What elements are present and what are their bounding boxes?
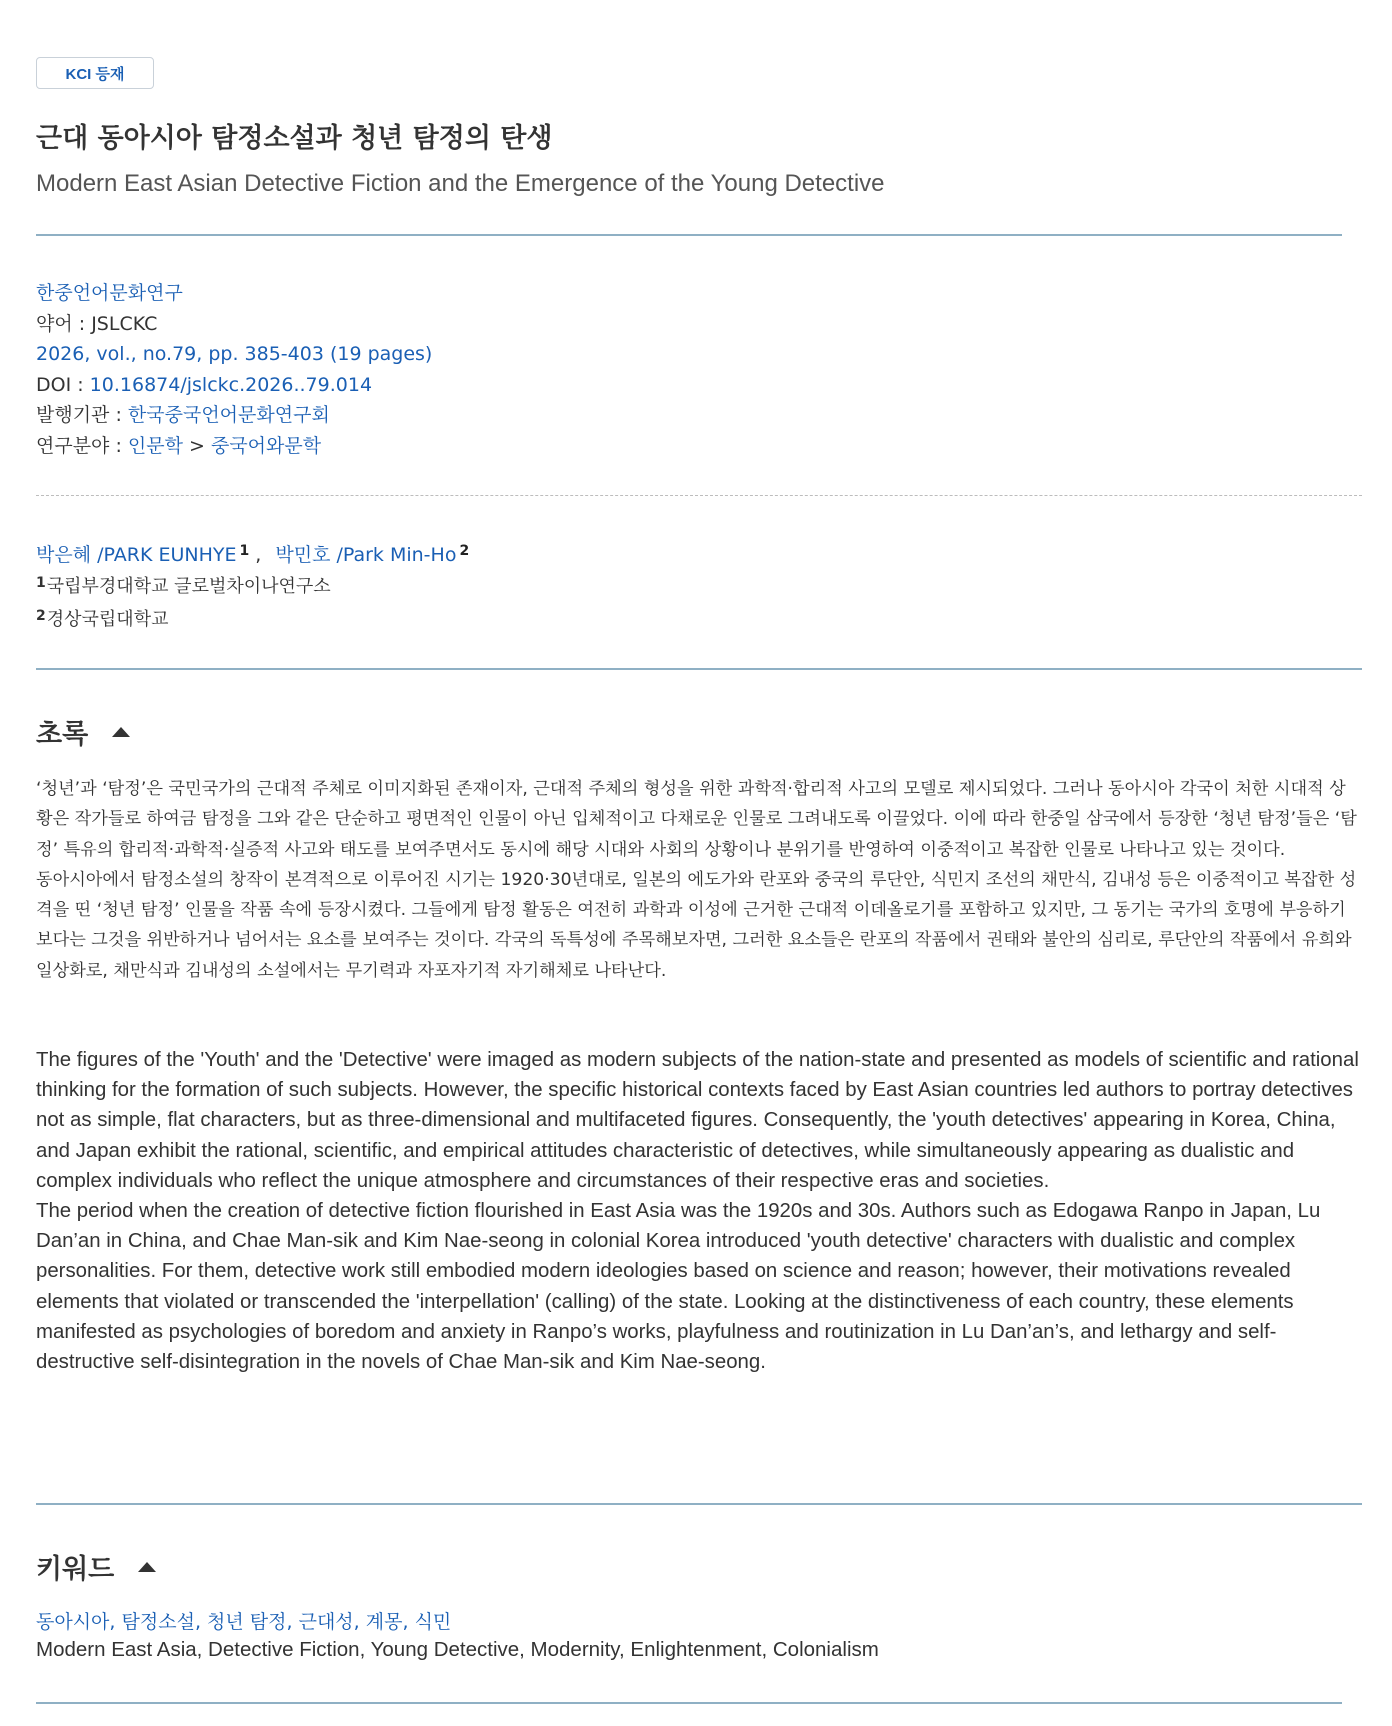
keywords-english: Modern East Asia, Detective Fiction, Young Detective, Modernity, Enlightenment, Colonialism [36,1638,879,1661]
abstract-toggle[interactable] [36,712,130,751]
abstract-en-paragraph-1: The figures of the 'Youth' and the 'Detective' were imaged as modern subjects of the nation-state and presented as models of scientific and rational thinking for the formation of such subjects. However, the specific historical contexts faced by East Asian countries led authors to portray detectives not as simple, flat characters, but as three-dimensional and multifaceted figures. Consequently, the 'youth detectives' appearing in Korea, China, and Japan exhibit the rational, scientific, and empirical attitudes characteristic of detectives, while simultaneously appearing as dualistic and complex individuals who reflect the unique atmosphere and circumstances of their respective eras and societies. [36,1049,1359,1192]
abstract-en-paragraph-2: The period when the creation of detective fiction flourished in East Asia was the 1920s and 30s. Authors such as Edogawa Ranpo in Japan, Lu Dan’an in China, and Chae Man-sik and Kim Nae-seong in colonial Korea introduced 'youth detective' characters with dualistic and complex personalities. For them, detective work still embodied modern ideologies based on science and reason; however, their motivations revealed elements that violated or transcended the 'interpellation' (calling) of the state. Looking at the distinctiveness of each country, these elements manifested as psychologies of boredom and anxiety in Ranpo’s works, playfulness and routinization in Lu Dan’an’s, and lethargy and self-destructive self-disintegration in the novels of Chae Man-sik and Kim Nae-seong. [36,1200,1321,1374]
keyword-link[interactable]: 청년 탐정 [207,1611,287,1633]
kci-badge: KCI 등재 [36,57,154,89]
field-main-link[interactable]: 인문학 [127,434,183,457]
article-title-korean: 근대 동아시아 탐정소설과 청년 탐정의 탄생 [36,123,553,154]
keywords-korean [36,1607,451,1634]
field-row [36,431,432,462]
abstract-heading: 초록 [36,719,89,750]
doi-label: DOI : [36,373,90,396]
meta-divider [36,495,1362,496]
doi-link[interactable]: 10.16874/jslckc.2026..79.014 [89,373,373,396]
keyword-separator: , [109,1611,122,1633]
affiliation-name-2: 경상국립대학교 [46,609,169,630]
affiliation-2 [36,605,168,631]
affiliation-name-1: 국립부경대학교 글로벌차이나연구소 [46,576,331,597]
keyword-link[interactable]: 계몽 [365,1611,403,1633]
article-title-english: Modern East Asian Detective Fiction and the Emergence of the Young Detective [36,170,885,197]
keyword-separator: , [402,1611,415,1633]
field-sub-link[interactable]: 중국어와문학 [210,434,322,457]
keywords-divider [36,1702,1342,1704]
abstract-english [36,1045,1362,1377]
publisher-row [36,400,432,431]
keyword-separator: , [286,1611,299,1633]
doi-row [36,370,432,401]
journal-meta [36,278,432,461]
affiliation-1 [36,572,331,598]
author-list [36,536,469,570]
collapse-caret-icon [138,1562,156,1572]
abstract-ko-paragraph-1: ‘청년’과 ‘탐정’은 국민국가의 근대적 주체로 이미지화된 존재이자, 근대적 주체의 형성을 위한 과학적·합리적 사고의 모델로 제시되었다. 그러나 동아시아 각국이 처한 시대적 상황은 작가들로 하여금 탐정을 그와 같은 단순하고 평면적인 인물이 아닌 입체적이고 다채로운 인물로 그려내도록 이끌었다. 이에 따라 한중일 삼국에서 등장한 ‘청년 탐정’들은 ‘탐정’ 특유의 합리적·과학적·실증적 사고와 태도를 보여주면서도 동시에 해당 시대와 사회의 상황이나 분위기를 반영하여 이중적이고 복잡한 인물로 나타나고 있는 것이다. [36,779,1357,860]
field-separator: > [182,434,211,457]
abstract-korean [36,774,1362,986]
author-link-2[interactable]: 박민호 /Park Min-Ho [275,544,457,566]
author-link-1[interactable]: 박은혜 /PARK EUNHYE [36,544,237,566]
journal-link[interactable]: 한중언어문화연구 [36,282,183,304]
author-separator: , [249,544,262,566]
keywords-toggle[interactable] [36,1547,156,1586]
field-label: 연구분야 : [36,434,128,457]
abstract-ko-paragraph-2: 동아시아에서 탐정소설의 창작이 본격적으로 이루어진 시기는 1920·30년대로, 일본의 에도가와 란포와 중국의 루단안, 식민지 조선의 채만식, 김내성 등은 이중적이고 복잡한 성격을 띤 ‘청년 탐정’ 인물을 작품 속에 등장시켰다. 그들에게 탐정 활동은 여전히 과학과 이성에 근거한 근대적 이데올로기를 포함하고 있지만, 그 동기는 국가의 호명에 부응하기보다는 그것을 위반하거나 넘어서는 요소를 보여주는 것이다. 각국의 독특성에 주목해보자면, 그러한 요소들은 란포의 작품에서 권태와 불안의 심리로, 루단안의 작품에서 유희와 일상화로, 채만식과 김내성의 소설에서는 무기력과 자포자기적 자기해체로 나타난다. [36,869,1357,981]
keyword-link[interactable]: 탐정소설 [121,1611,195,1633]
author-divider [36,668,1362,670]
collapse-caret-icon [112,727,130,737]
volume-link[interactable]: 2026, vol., no.79, pp. 385-403 (19 pages) [36,343,433,365]
title-divider [36,234,1342,236]
abbreviation-row [36,309,432,340]
author-affil-marker-2: 2 [459,543,470,559]
keyword-link[interactable]: 식민 [414,1611,452,1633]
affiliation-number-1: 1 [36,575,46,591]
abbreviation-value: JSLCKC [91,312,158,335]
keywords-heading: 키워드 [36,1554,115,1585]
publisher-link[interactable]: 한국중국언어문화연구회 [127,404,330,426]
keyword-separator: , [194,1611,208,1633]
affiliation-number-2: 2 [36,608,46,624]
abstract-divider [36,1503,1362,1505]
publisher-label: 발행기관 : [36,404,128,426]
abbreviation-label: 약어 : [36,312,92,335]
keyword-separator: , [353,1611,366,1633]
author-affil-marker-1: 1 [239,543,250,559]
keyword-link[interactable]: 근대성 [298,1611,354,1633]
keyword-link[interactable]: 동아시아 [36,1611,110,1633]
